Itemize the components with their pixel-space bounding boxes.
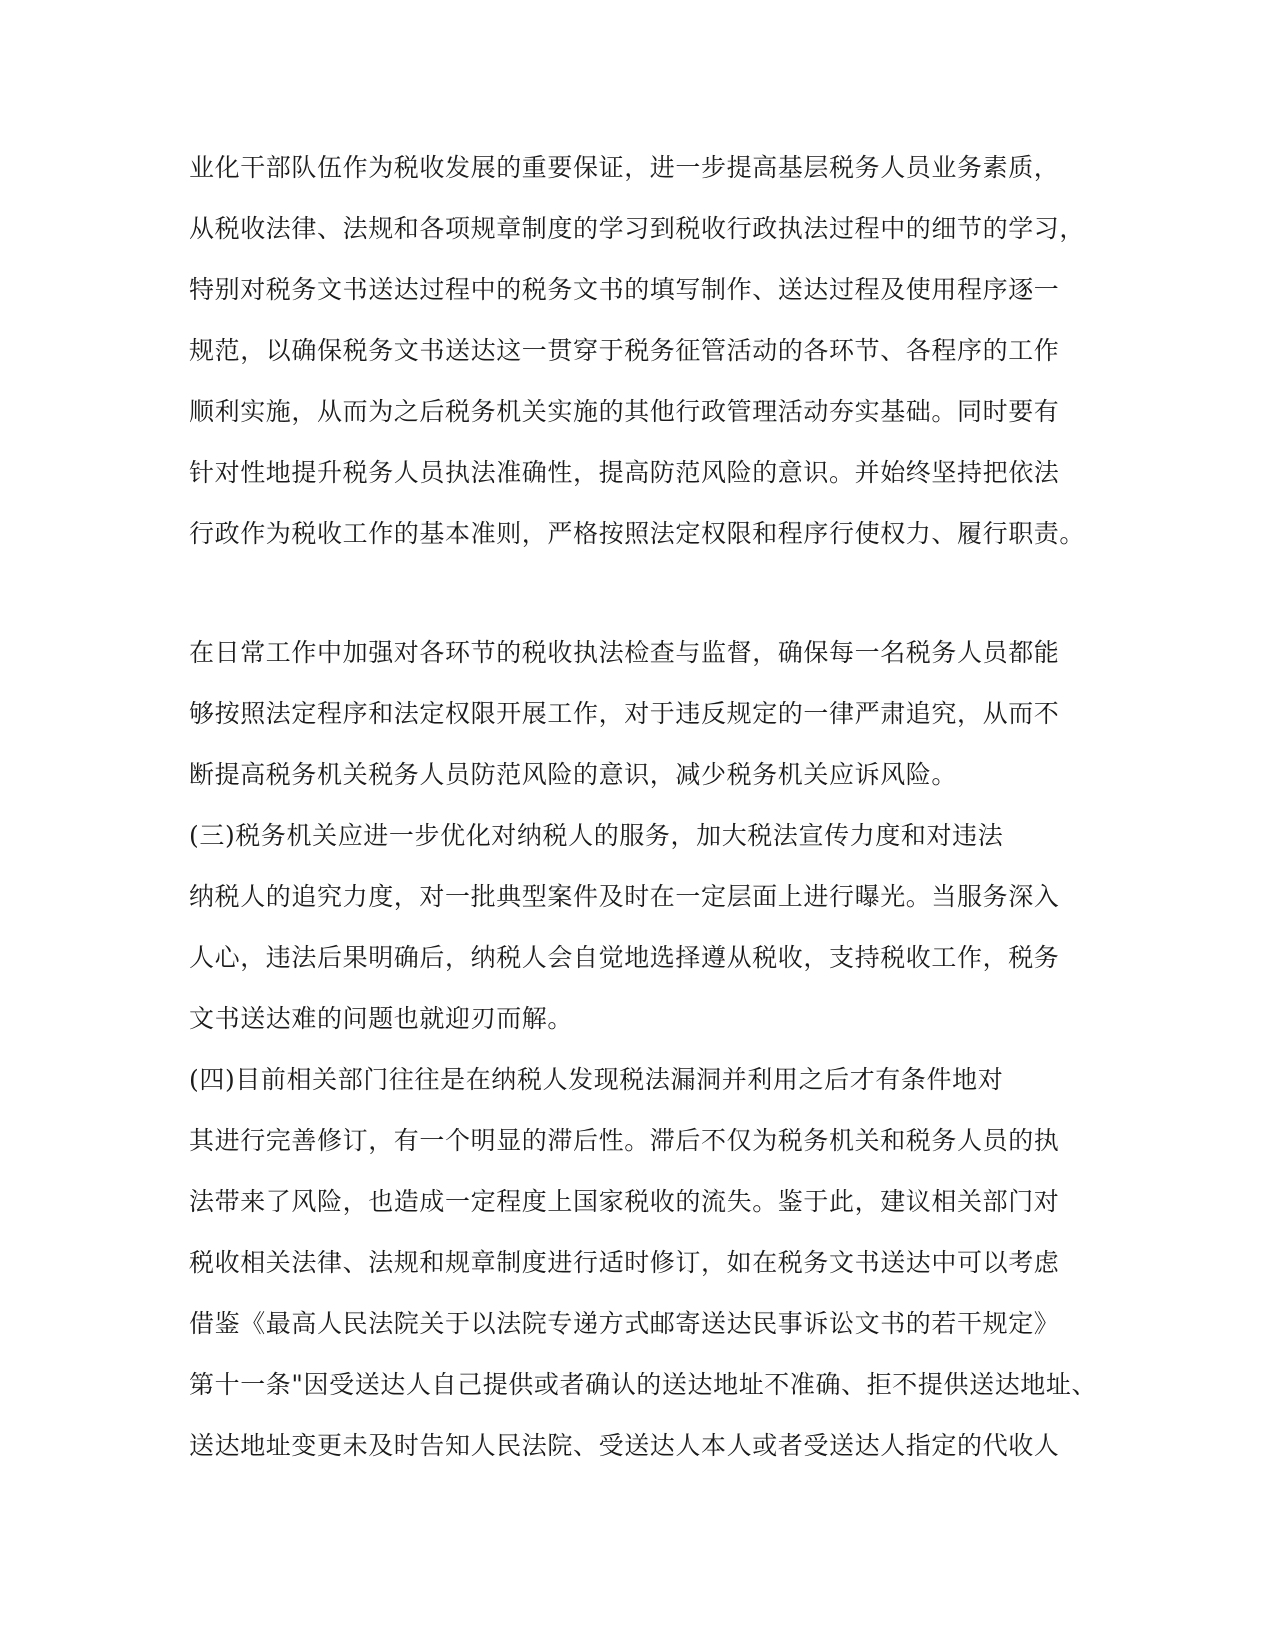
text-line: 纳税人的追究力度，对一批典型案件及时在一定层面上进行曝光。当服务深入 — [189, 882, 1060, 911]
text-line: 顺利实施，从而为之后税务机关实施的其他行政管理活动夯实基础。同时要有 — [189, 397, 1060, 426]
text-line: 规范，以确保税务文书送达这一贯穿于税务征管活动的各环节、各程序的工作 — [189, 336, 1060, 365]
paragraph-block-2 — [189, 622, 1098, 1476]
text-line: 税收相关法律、法规和规章制度进行适时修订，如在税务文书送达中可以考虑 — [189, 1248, 1060, 1277]
text-line: 法带来了风险，也造成一定程度上国家税收的流失。鉴于此，建议相关部门对 — [189, 1187, 1060, 1216]
text-line: 从税收法律、法规和各项规章制度的学习到税收行政执法过程中的细节的学习， — [189, 214, 1086, 243]
text-line: 第十一条"因受送达人自己提供或者确认的送达地址不准确、拒不提供送达地址、 — [189, 1370, 1098, 1399]
text-line: 其进行完善修订，有一个明显的滞后性。滞后不仅为税务机关和税务人员的执 — [189, 1126, 1060, 1155]
paragraph-block-1 — [189, 137, 1089, 564]
text-line: 送达地址变更未及时告知人民法院、受送达人本人或者受送达人指定的代收人 — [189, 1431, 1060, 1460]
text-line: 文书送达难的问题也就迎刃而解。 — [189, 1004, 574, 1033]
text-line: 业化干部队伍作为税收发展的重要保证，进一步提高基层税务人员业务素质， — [189, 153, 1060, 182]
text-line: 针对性地提升税务人员执法准确性，提高防范风险的意识。并始终坚持把依法 — [189, 458, 1060, 487]
text-line: 借鉴《最高人民法院关于以法院专递方式邮寄送达民事诉讼文书的若干规定》 — [189, 1309, 1060, 1338]
text-line: 特别对税务文书送达过程中的税务文书的填写制作、送达过程及使用程序逐一 — [189, 275, 1060, 304]
text-line: 人心，违法后果明确后，纳税人会自觉地选择遵从税收，支持税收工作，税务 — [189, 943, 1060, 972]
text-line: 在日常工作中加强对各环节的税收执法检查与监督，确保每一名税务人员都能 — [189, 638, 1060, 667]
text-line: 行政作为税收工作的基本准则，严格按照法定权限和程序行使权力、履行职责。 — [189, 519, 1086, 548]
text-line: 够按照法定程序和法定权限开展工作，对于违反规定的一律严肃追究，从而不 — [189, 699, 1060, 728]
text-line: 断提高税务机关税务人员防范风险的意识，减少税务机关应诉风险。 — [189, 760, 958, 789]
text-line: (三)税务机关应进一步优化对纳税人的服务，加大税法宣传力度和对违法 — [189, 821, 1004, 850]
text-line: (四)目前相关部门往往是在纳税人发现税法漏洞并利用之后才有条件地对 — [189, 1065, 1004, 1094]
